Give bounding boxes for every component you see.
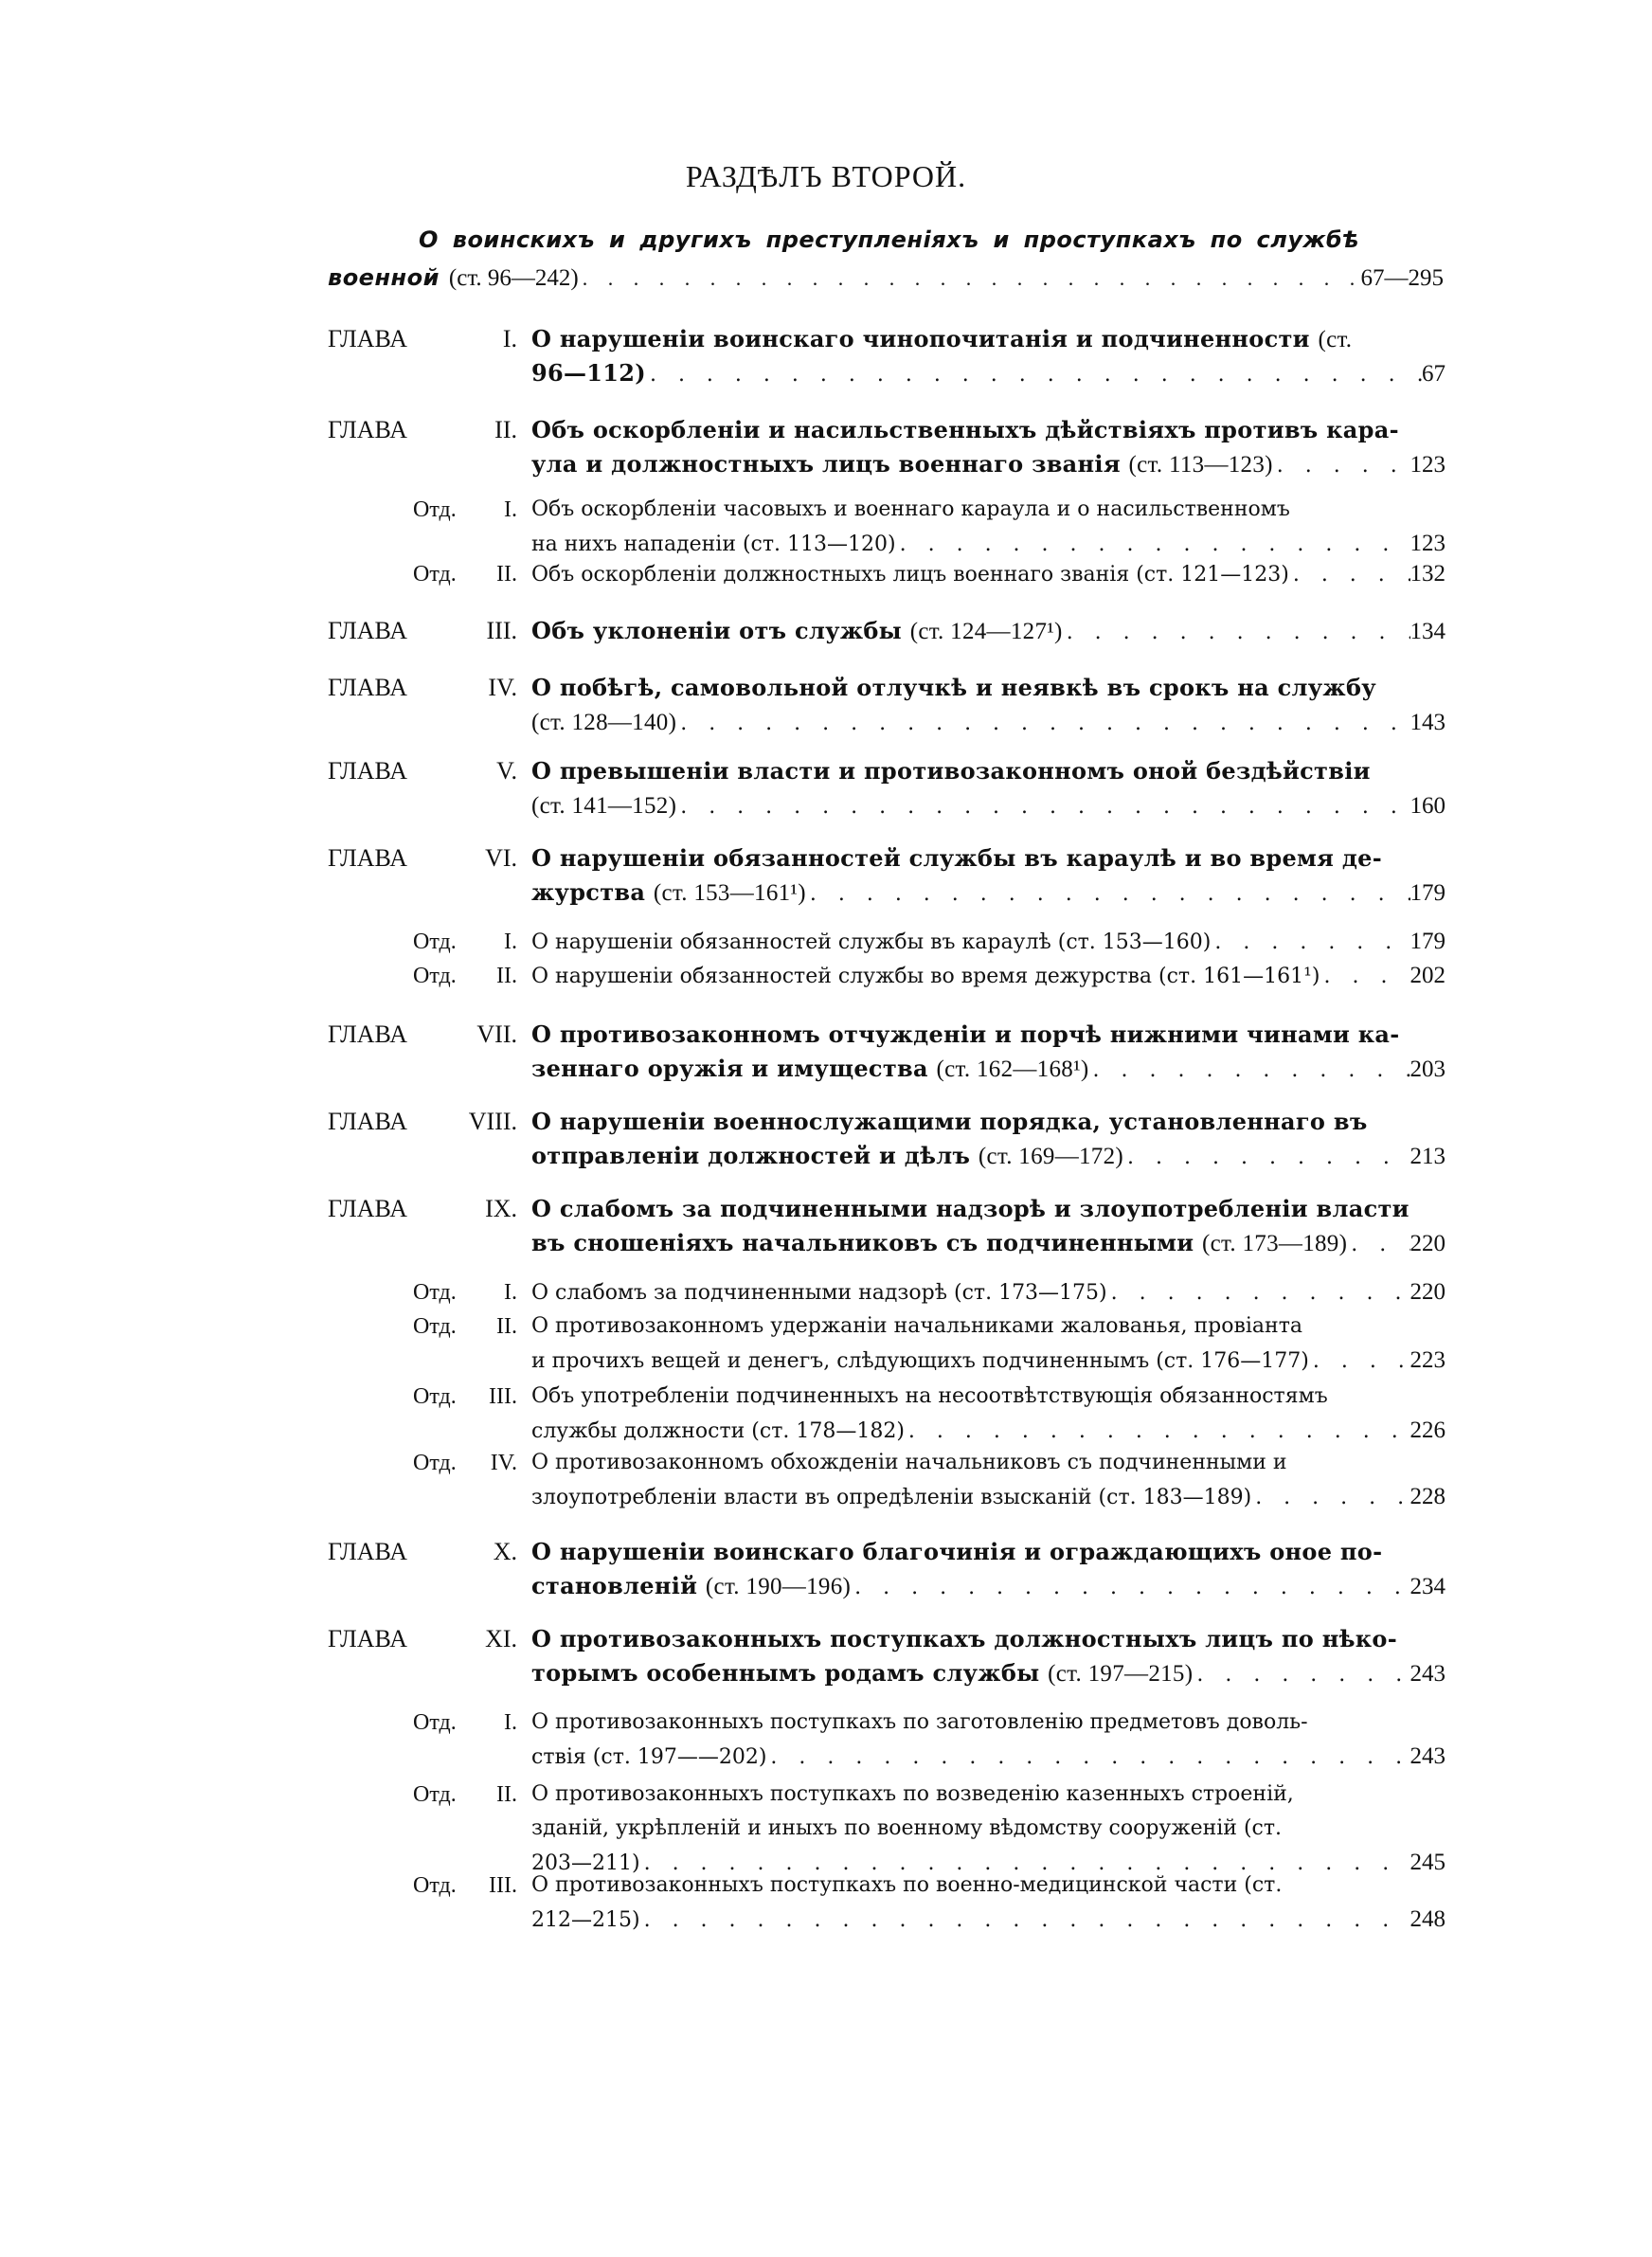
entry-line: [531, 1535, 1446, 1569]
article-range: (ст. 113—123): [1128, 452, 1273, 478]
entry-text: [531, 959, 1446, 993]
entry-line-text: [531, 705, 676, 739]
entry-line: [531, 1480, 1446, 1514]
entry-line-text: О противозаконномъ отчужденіи и порчѣ нижними чинами ка-: [531, 1020, 1400, 1048]
entry-line: [531, 1812, 1446, 1846]
entry-line: [531, 1414, 1446, 1448]
entry-number: VI.: [485, 844, 517, 872]
entry-number: I.: [504, 930, 517, 954]
entry-line-text: О превышеніи власти и противозаконномъ оной бездѣйствіи: [531, 757, 1371, 785]
entry-line-text: О слабомъ за подчиненными надзорѣ (ст. 173—175): [531, 1281, 1107, 1305]
entry-text: [531, 1018, 1446, 1086]
article-range: (ст. 173—189): [1202, 1231, 1348, 1256]
entry-line-text: Объ оскорбленіи и насильственныхъ дѣйствіяхъ противъ кара-: [531, 416, 1399, 443]
entry-line: [531, 705, 1446, 739]
entry-number: II.: [496, 1314, 517, 1339]
section-pages: 67—295: [1360, 265, 1444, 291]
entry-number: I.: [504, 1280, 517, 1305]
entry-text: [531, 1105, 1446, 1173]
leader-dots: [905, 1415, 1410, 1448]
entry-text: [531, 1622, 1446, 1690]
entry-line-text: Объ уклоненіи отъ службы (ст. 124—127¹): [531, 617, 1063, 644]
entry-number: IX.: [485, 1195, 517, 1222]
entry-text: [531, 413, 1446, 481]
subsection-label: Отд.: [413, 1782, 457, 1807]
subsection-label: Отд.: [413, 1873, 457, 1898]
leader-dots: [1123, 1141, 1410, 1173]
entry-text: [531, 1535, 1446, 1603]
entry-number: III.: [486, 617, 517, 644]
entry-line-text: 203—211): [531, 1851, 640, 1875]
entry-line: [531, 557, 1446, 591]
leader-dots: [766, 1741, 1410, 1774]
entry-line-text: О побѣгѣ, самовольной отлучкѣ и неявкѣ въ срокъ на службу: [531, 674, 1376, 701]
entry-line-text: О слабомъ за подчиненными надзорѣ и злоупотребленіи власти: [531, 1195, 1410, 1222]
entry-number: II.: [494, 416, 517, 443]
entry-text: [531, 754, 1446, 822]
leader-dots: [851, 1571, 1410, 1603]
entry-text: [531, 1192, 1446, 1260]
entry-line-text: службы должности (ст. 178—182): [531, 1419, 905, 1443]
section-heading-cont: военной: [328, 264, 440, 291]
entry-line-text: О нарушеніи военнослужащими порядка, установленнаго въ: [531, 1108, 1368, 1135]
entry-number: I.: [504, 497, 517, 522]
leader-dots: [1309, 1345, 1410, 1378]
chapter-label: ГЛАВА: [328, 757, 407, 785]
entry-line: [531, 876, 1446, 910]
leader-dots: [1193, 1658, 1410, 1690]
entry-number: III.: [489, 1873, 517, 1898]
entry-line: [531, 527, 1446, 561]
entry-number: II.: [496, 964, 517, 988]
leader-dots: [806, 877, 1410, 910]
entry-number: VIII.: [468, 1108, 517, 1135]
chapter-label: ГЛАВА: [328, 416, 407, 443]
chapter-label: ГЛАВА: [328, 1538, 407, 1565]
entry-line-text: О нарушеніи обязанностей службы во время дежурства (ст. 161—161¹): [531, 965, 1320, 988]
entry-line: [531, 1869, 1446, 1903]
entry-number: X.: [493, 1538, 517, 1565]
subsection-label: Отд.: [413, 930, 457, 954]
entry-line: [531, 356, 1446, 390]
entry-text: [531, 1380, 1446, 1448]
entry-line-text: О противозаконныхъ поступкахъ по военно-медицинской части (ст.: [531, 1873, 1283, 1897]
entry-line-text: О нарушеніи обязанностей службы въ караулѣ и во время де-: [531, 844, 1382, 872]
leader-dots: [896, 528, 1410, 561]
entry-number: II.: [496, 1782, 517, 1807]
entry-line-text: 96—112): [531, 359, 646, 387]
entry-line-text: О противозаконныхъ поступкахъ по заготовленію предметовъ доволь-: [531, 1710, 1308, 1734]
entry-line: [531, 1706, 1446, 1740]
page-number: 234: [1410, 1574, 1446, 1599]
entry-line-text: зеннаго оружія и имущества (ст. 162—168¹): [531, 1055, 1089, 1082]
leader-dots: [676, 790, 1410, 822]
entry-line-text: злоупотребленіи власти въ опредѣленіи взысканій (ст. 183—189): [531, 1486, 1252, 1509]
page-number: 226: [1410, 1417, 1446, 1443]
section-articles: (ст. 96—242): [448, 265, 579, 291]
page-number: 132: [1410, 561, 1446, 587]
article-range: (ст. 162—168¹): [936, 1056, 1089, 1082]
leader-dots: [646, 358, 1422, 390]
entry-line-text: О противозаконныхъ поступкахъ по возведенію казенныхъ строеній,: [531, 1782, 1294, 1806]
leader-dots: [1211, 926, 1410, 959]
leader-dots: [1347, 1228, 1410, 1260]
page-number: 203: [1410, 1056, 1446, 1082]
entry-text: [531, 322, 1446, 390]
subsection-label: Отд.: [413, 1314, 457, 1339]
page-number: 228: [1410, 1484, 1446, 1509]
entry-line-text: зданій, укрѣпленій и иныхъ по военному вѣдомству сооруженій (ст.: [531, 1816, 1283, 1840]
article-range: (ст. 153—161¹): [653, 880, 806, 906]
page-number: 160: [1410, 793, 1446, 819]
entry-line: [531, 1309, 1446, 1344]
entry-line-text: въ сношеніяхъ начальниковъ съ подчиненными (ст. 173—189): [531, 1229, 1348, 1256]
entry-line: [531, 1344, 1446, 1378]
subsection-label: Отд.: [413, 562, 457, 587]
chapter-label: ГЛАВА: [328, 844, 407, 872]
subsection-label: Отд.: [413, 1451, 457, 1475]
subsection-label: Отд.: [413, 1280, 457, 1305]
entry-line: [531, 841, 1446, 876]
article-range: (ст. 128—140): [531, 710, 677, 735]
chapter-label: ГЛАВА: [328, 1108, 407, 1135]
entry-line-text: журства (ст. 153—161¹): [531, 878, 806, 906]
article-range: (ст. 169—172): [978, 1144, 1124, 1169]
entry-line-text: [531, 788, 676, 822]
entry-line: [531, 1903, 1446, 1937]
entry-line: [531, 959, 1446, 993]
chapter-label: ГЛАВА: [328, 674, 407, 701]
entry-line-text: О нарушеніи обязанностей службы въ караулѣ (ст. 153—160): [531, 930, 1212, 954]
entry-line: [531, 1656, 1446, 1690]
page-number: 202: [1410, 963, 1446, 988]
subsection-label: Отд.: [413, 1710, 457, 1735]
page-number: 67: [1422, 361, 1446, 387]
page-number: 243: [1410, 1661, 1446, 1687]
leader-dots: [1320, 960, 1410, 993]
entry-text: [531, 1446, 1446, 1514]
entry-line: [531, 1192, 1446, 1226]
entry-line: [531, 1052, 1446, 1086]
leader-dots: [1273, 449, 1410, 481]
entry-line-text: и прочихъ вещей и денегъ, слѣдующихъ подчиненнымъ (ст. 176—177): [531, 1349, 1309, 1373]
entry-line: [531, 1018, 1446, 1052]
page-number: 123: [1410, 531, 1446, 556]
page-number: 223: [1410, 1347, 1446, 1373]
entry-line-text: Объ оскорбленіи должностныхъ лицъ военнаго званія (ст. 121—123): [531, 563, 1289, 587]
entry-line-text: отправленіи должностей и дѣлъ (ст. 169—172): [531, 1142, 1124, 1169]
entry-line-text: ула и должностныхъ лицъ военнаго званія (ст. 113—123): [531, 450, 1273, 478]
entry-text: [531, 557, 1446, 591]
entry-number: IV.: [488, 674, 517, 701]
entry-line: [531, 671, 1446, 705]
entry-line: [531, 322, 1446, 356]
article-range: (ст.: [1318, 327, 1353, 352]
section-heading-line2: [328, 262, 1444, 295]
entry-number: VII.: [476, 1020, 517, 1048]
entry-text: [531, 1275, 1446, 1309]
leader-dots: [1089, 1054, 1410, 1086]
entry-line: [531, 493, 1446, 527]
entry-line: [531, 614, 1446, 648]
entry-line-text: О нарушеніи воинскаго благочинія и ограждающихъ оное по-: [531, 1538, 1383, 1565]
entry-text: [531, 493, 1446, 561]
entry-line: [531, 1446, 1446, 1480]
leader-dots: [579, 262, 1361, 295]
entry-line-text: О противозаконномъ удержаніи начальниками жалованья, провіанта: [531, 1314, 1302, 1338]
entry-text: [531, 1706, 1446, 1774]
entry-line: [531, 1778, 1446, 1812]
entry-line: [531, 447, 1446, 481]
entry-line-text: Объ употребленіи подчиненныхъ на несоотвѣтствующія обязанностямъ: [531, 1384, 1328, 1408]
entry-number: II.: [496, 562, 517, 587]
entry-text: [531, 1869, 1446, 1937]
leader-dots: [640, 1904, 1410, 1937]
entry-line-text: О противозаконныхъ поступкахъ должностныхъ лицъ по нѣко-: [531, 1625, 1397, 1652]
section-heading-line1: [328, 224, 1444, 256]
entry-line-text: 212—215): [531, 1908, 640, 1932]
page-number: 143: [1410, 710, 1446, 735]
page-number: 123: [1410, 452, 1446, 478]
entry-text: [531, 671, 1446, 739]
leader-dots: [1107, 1276, 1410, 1309]
entry-line: [531, 1226, 1446, 1260]
entry-line-text: О нарушеніи воинскаго чинопочитанія и подчиненности (ст.: [531, 325, 1353, 352]
leader-dots: [1251, 1481, 1410, 1514]
entry-line: [531, 1569, 1446, 1603]
entry-number: III.: [489, 1384, 517, 1409]
entry-text: [531, 614, 1446, 648]
chapter-label: ГЛАВА: [328, 1625, 407, 1652]
leader-dots: [676, 707, 1410, 739]
entry-line: [531, 1105, 1446, 1139]
chapter-label: ГЛАВА: [328, 617, 407, 644]
entry-number: I.: [504, 1710, 517, 1735]
entry-text: [531, 1778, 1446, 1880]
page-number: 179: [1410, 880, 1446, 906]
chapter-label: ГЛАВА: [328, 325, 407, 352]
page-number: 134: [1410, 619, 1446, 644]
entry-line: [531, 788, 1446, 822]
article-range: (ст. 141—152): [531, 793, 677, 819]
subsection-label: Отд.: [413, 964, 457, 988]
entry-text: [531, 1309, 1446, 1378]
subsection-label: Отд.: [413, 1384, 457, 1409]
page-number: 213: [1410, 1144, 1446, 1169]
leader-dots: [1063, 616, 1410, 648]
article-range: (ст. 190—196): [705, 1574, 852, 1599]
entry-line: [531, 1740, 1446, 1774]
entry-line: [531, 1380, 1446, 1414]
entry-line: [531, 1139, 1446, 1173]
section-part-title: РАЗДѢЛЪ ВТОРОЙ.: [685, 159, 967, 193]
article-range: (ст. 197—215): [1048, 1661, 1194, 1687]
entry-number: I.: [502, 325, 517, 352]
section-heading: О воинскихъ и другихъ преступленіяхъ и проступкахъ по службѣ: [419, 226, 1360, 253]
page-number: 245: [1410, 1850, 1446, 1875]
entry-number: IV.: [490, 1451, 517, 1475]
entry-line-text: на нихъ нападеніи (ст. 113—120): [531, 533, 896, 556]
entry-number: XI.: [485, 1625, 517, 1652]
article-range: (ст. 124—127¹): [909, 619, 1063, 644]
page-number: 243: [1410, 1743, 1446, 1769]
page-number: 248: [1410, 1906, 1446, 1932]
page-number: 179: [1410, 929, 1446, 954]
chapter-label: ГЛАВА: [328, 1020, 407, 1048]
entry-line: [531, 1275, 1446, 1309]
entry-line: [531, 413, 1446, 447]
page-number: 220: [1410, 1231, 1446, 1256]
entry-line: [531, 754, 1446, 788]
page-number: 220: [1410, 1279, 1446, 1305]
entry-line: [531, 925, 1446, 959]
leader-dots: [1289, 558, 1410, 591]
entry-number: V.: [496, 757, 517, 785]
chapter-label: ГЛАВА: [328, 1195, 407, 1222]
entry-line-text: О противозаконномъ обхожденіи начальниковъ съ подчиненными и: [531, 1451, 1287, 1474]
subsection-label: Отд.: [413, 497, 457, 522]
entry-text: [531, 925, 1446, 959]
entry-line-text: Объ оскорбленіи часовыхъ и военнаго караула и о насильственномъ: [531, 497, 1290, 521]
entry-line: [531, 1622, 1446, 1656]
entry-line-text: ствія (ст. 197——202): [531, 1745, 767, 1769]
entry-line-text: торымъ особеннымъ родамъ службы (ст. 197—215): [531, 1659, 1194, 1687]
entry-text: [531, 841, 1446, 910]
entry-line-text: становленій (ст. 190—196): [531, 1572, 852, 1599]
